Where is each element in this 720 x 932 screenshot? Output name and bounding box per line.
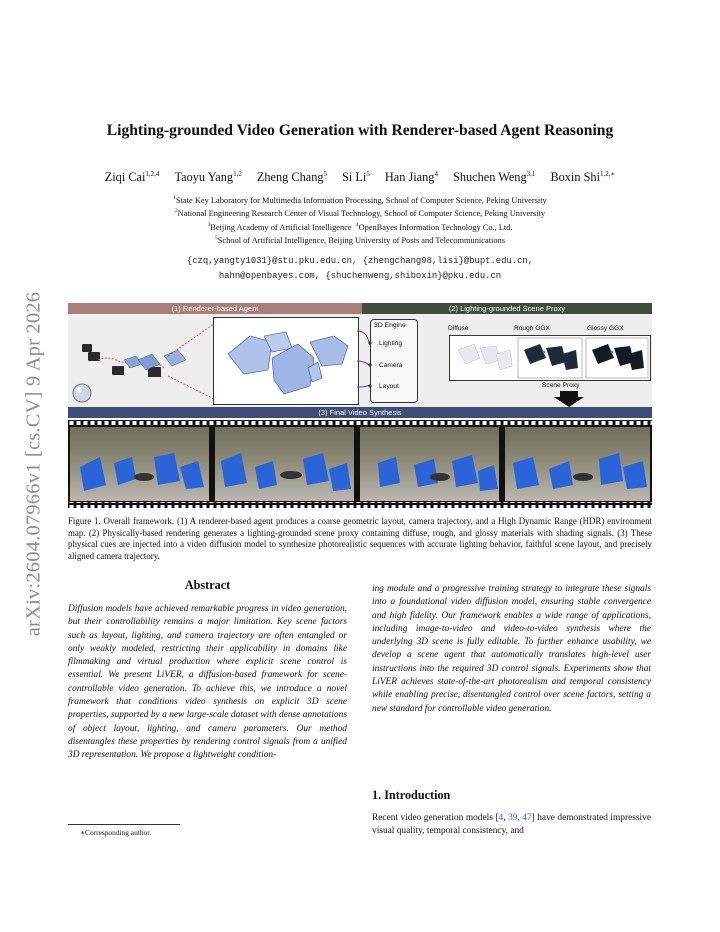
citation-link[interactable]: 47 [522,813,532,823]
affiliation: $^1$State Key Laboratory for Multimedia Information Processing, School of Computer Science, Peking University [173,195,547,205]
affiliations [0,193,720,247]
figure-caption: Figure 1. Overall framework. (1) A renderer-based agent produces a coarse geometric layout, camera trajectory, and a High Dynamic Range (HDR) environment map. (2) Physically-based rendering generates a lighting-grounded scene proxy containing diffuse, rough, and glossy materials with shading signals. (3) These physical cues are injected into a video diffusion model to synthesize photorealistic sequences with accurate lighting behavior, faithful scene layout, and precisely aligned camera trajectory. [68,516,652,561]
video-filmstrip [68,420,652,508]
material-label-glossy: Glossy GGX [587,325,624,332]
engine-item-camera: Camera [379,362,403,369]
email-line: hahn@openbayes.com, {shuchenweng,shiboxin}@pku.edu.cn [218,271,502,281]
band-scene-proxy: (2) Lighting-grounded Scene Proxy [362,303,652,314]
down-arrow-icon [554,391,584,407]
affiliation: $^5$School of Artificial Intelligence, Beijing University of Posts and Telecommunications [215,235,505,245]
author: Zheng Chang$^5$ [256,170,327,185]
citation-link[interactable]: 4 [498,813,504,823]
author: Ziqi Cai$^{1,2,4}$ [104,170,160,185]
engine-box [370,319,418,403]
engine-connectors [357,317,375,403]
author: Taoyu Yang$^{1,2}$ [174,170,242,185]
author: Boxin Shi$^{1,2,∗}$ [550,170,616,185]
arxiv-stamp [20,264,48,664]
abstract-text-right: ing module and a progressive training strategy to integrate these signals into a foundational video diffusion model, ensuring stable convergence and high fidelity. Our framework enables a wide range of applications, including image-to-video and video-to-video synthesis where the underlying 3D scene is fully editable. To further enhance usability, we develop a scene agent that automatically translates high-level user instructions into the required 3D control signals. Experiments show that LiVER achieves state-of-the-art photorealism and temporal consistency while enabling precise, disentangled control over scene factors, setting a new standard for controllable video generation. [372,584,651,714]
author-list [0,170,720,185]
geometry-layout-icon [214,318,358,404]
footnote-rule [68,824,180,825]
figure-overview [68,303,652,508]
material-label-diffuse: Diffuse [448,325,469,332]
intro-text: Recent video generation models [4, 39, 47] have demonstrated impressive visual quality, temporal consistency, and [372,813,652,837]
author: Han Jiang$^4$ [384,170,438,185]
emails [0,254,720,284]
material-label-rough: Rough GGX [514,325,550,332]
abstract-continuation [372,583,651,716]
author: Shuchen Weng$^{3,1}$ [453,170,536,185]
band-renderer-agent: (1) Renderer-based Agent [68,303,362,314]
email-line: {czq,yangty1031}@stu.pku.edu.cn, {zhengchang98,lisi}@bupt.edu.cn, [186,256,534,266]
affiliation: $^2$National Engineering Research Center of Visual Technology, School of Computer Science, Peking University [174,208,546,219]
camera-trajectory-icon [68,316,218,406]
abstract-text-left: Diffusion models have achieved remarkable progress in video generation, but their controllability remains a major limitation. Key scene factors such as layout, lighting, and camera trajectory are often entangled or only weakly modeled, restricting their applicability in domains like filmmaking and virtual production where explicit scene control is essential. We present LiVER, a diffusion-based framework for scene-controllable video generation. To achieve this, we introduce a novel framework that conditions video synthesis on explicit 3D scene properties, supported by a new large-scale dataset with dense annotations of object layout, lighting, and camera parameters. Our method disentangles these properties by rendering control signals from a unified 3D representation. We propose a lightweight condition- [68,604,347,761]
band-video-synthesis: (3) Final Video Synthesis [68,407,652,418]
engine-label: 3D Engine [374,322,406,329]
layout-zoom-panel [213,317,359,405]
paper-title: Lighting-grounded Video Generation with Renderer-based Agent Reasoning [106,122,614,139]
material-render-icon [450,336,650,380]
arxiv-stamp-text: arXiv:2604.07966v1 [cs.CV] 9 Apr 2026 [22,291,45,637]
author: Si Li$^5$ [342,170,370,185]
scene-proxy-label: Scene Proxy [542,382,580,389]
engine-item-lighting: Lighting [379,340,403,347]
abstract-section [68,578,347,763]
engine-item-layout: Layout [379,383,399,390]
affiliation: $^3$Beijing Academy of Artificial Intelligence $^4$OpenBayes Information Technology Co., Ltd. [207,221,513,232]
abstract-heading: Abstract [184,578,231,592]
citation-link[interactable]: 39 [508,813,518,823]
footnote: ∗Corresponding author. [80,828,152,837]
material-renders [449,335,651,381]
frames-group [70,427,650,501]
intro-heading: 1. Introduction [372,788,451,802]
video-frames [68,420,652,508]
